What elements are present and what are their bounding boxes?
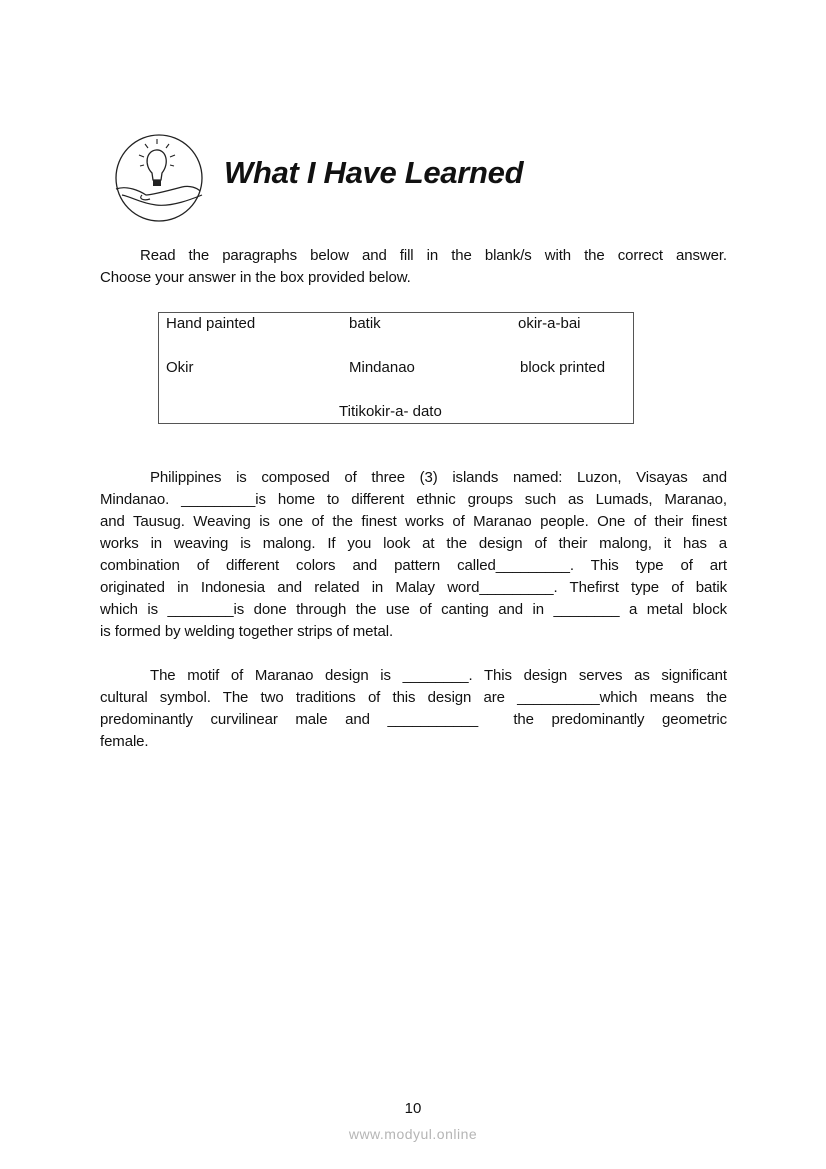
paragraph1-line: works in weaving is malong. If you look at the design of their malong, it has a <box>100 535 727 552</box>
watermark: www.modyul.online <box>348 1126 478 1142</box>
paragraph2-line: The motif of Maranao design is ________. This design serves as significant <box>150 667 727 684</box>
instruction-line: Read the paragraphs below and fill in the blank/s with the correct answer. <box>140 247 727 264</box>
word-option: okir-a-bai <box>518 315 581 332</box>
paragraph1-line: and Tausug. Weaving is one of the finest works of Maranao people. One of their finest <box>100 513 727 530</box>
word-option: batik <box>349 315 381 332</box>
page-title: What I Have Learned <box>224 155 524 190</box>
word-option: Okir <box>166 359 194 376</box>
paragraph1-line: combination of different colors and pattern called_________. This type of art <box>100 557 727 574</box>
page-number: 10 <box>404 1100 422 1117</box>
paragraph1-line: Philippines is composed of three (3) islands named: Luzon, Visayas and <box>150 469 727 486</box>
paragraph1-line: is formed by welding together strips of metal. <box>100 623 394 640</box>
word-option: Mindanao <box>349 359 415 376</box>
paragraph1-line: which is ________is done through the use of canting and in ________ a metal block <box>100 601 727 618</box>
instruction-line: Choose your answer in the box provided below. <box>100 269 411 286</box>
word-box <box>158 312 634 424</box>
paragraph2-line: cultural symbol. The two traditions of this design are __________which means the <box>100 689 727 706</box>
word-option: block printed <box>520 359 606 376</box>
paragraph1-line: Mindanao. _________is home to different ethnic groups such as Lumads, Maranao, <box>100 491 727 508</box>
lightbulb-in-hand-icon <box>112 133 206 223</box>
word-option: Hand painted <box>166 315 256 332</box>
paragraph2-line: female. <box>100 733 149 750</box>
paragraph2-line: predominantly curvilinear male and ___________ the predominantly geometric <box>100 711 727 728</box>
paragraph1-line: originated in Indonesia and related in Malay word_________. Thefirst type of batik <box>100 579 727 596</box>
word-option: Titikokir-a- dato <box>339 403 442 420</box>
